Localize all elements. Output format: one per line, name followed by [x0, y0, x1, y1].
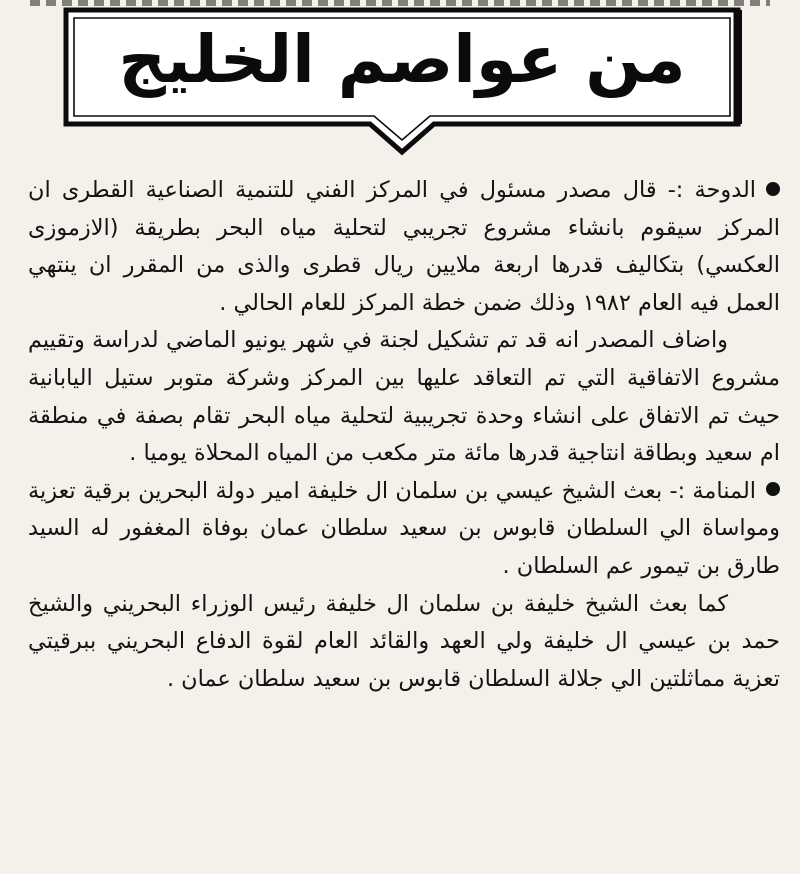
article-body [28, 172, 780, 698]
paragraph-manama-1 [28, 473, 780, 586]
bullet-icon [766, 482, 780, 496]
section-title: من عواصم الخليج [118, 21, 686, 98]
bullet-icon [766, 182, 780, 196]
paragraph-text: الدوحة :- قال مصدر مسئول في المركز الفني للتنمية الصناعية القطرى ان المركز سيقوم بانشاء مشروع تجريبي لتحلية مياه البحر بطريقة (الازموزى العكسي) بتكاليف قدرها اربعة ملايين ريال قطرى والذى من المقرر ان ينتهي العمل فيه العام ١٩٨٢ وذلك ضمن خطة المركز للعام الحالي . [28, 177, 780, 316]
paragraph-doha-2 [28, 322, 780, 472]
paragraph-text: المنامة :- بعث الشيخ عيسي بن سلمان ال خليفة امير دولة البحرين برقية تعزية ومواساة الي السلطان قابوس بن سعيد سلطان عمان بوفاة المغفور له السيد طارق بن تيمور عم السلطان . [28, 477, 780, 579]
paragraph-text: كما بعث الشيخ خليفة بن سلمان ال خليفة رئيس الوزراء البحريني والشيخ حمد بن عيسي ال خليفة ولي العهد والقائد العام لقوة الدفاع البحريني ببرقيتي تعزية مماثلتين الي جلالة السلطان قابوس بن سعيد سلطان عمان . [28, 590, 780, 692]
paragraph-manama-2 [28, 586, 780, 699]
paragraph-text: واضاف المصدر انه قد تم تشكيل لجنة في شهر يونيو الماضي لدراسة وتقييم مشروع الاتفاقية التي تم التعاقد عليها بين المركز وشركة متوبر ستيل اليابانية حيث تم الاتفاق على انشاء وحدة تجريبية لتحلية مياه البحر تقام بصفة في منطقة ام سعيد وبطاقة انتاجية قدرها مائة متر مكعب من المياه المحلاة يوميا . [28, 327, 780, 467]
header-banner [62, 6, 742, 156]
paragraph-doha-1 [28, 172, 780, 322]
